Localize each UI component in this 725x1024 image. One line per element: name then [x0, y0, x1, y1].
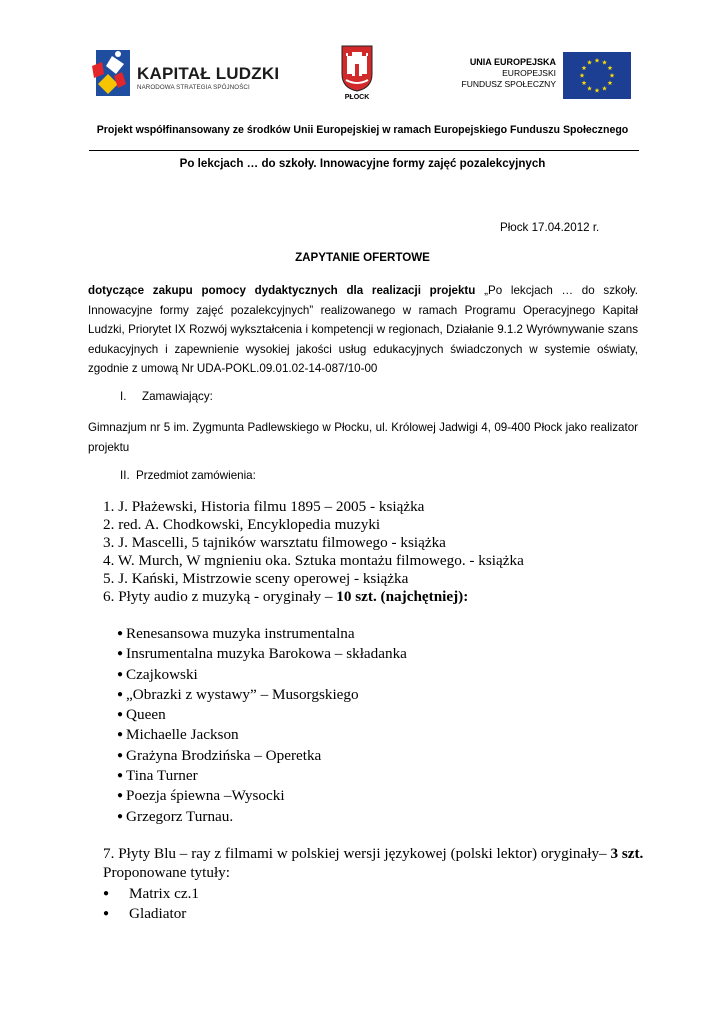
bullet-icon: ●: [117, 749, 124, 761]
list-item: 1. J. Płażewski, Historia filmu 1895 – 2005 - książka: [103, 498, 425, 515]
plock-label: PŁOCK: [344, 94, 370, 101]
section-1-title: Zamawiający:: [142, 390, 213, 403]
bullet-icon: ●: [117, 810, 124, 822]
header-divider: [89, 150, 639, 151]
eu-line-2: EUROPEJSKI: [502, 68, 556, 78]
kapital-ludzki-subtitle: NARODOWA STRATEGIA SPÓJNOŚCI: [137, 84, 250, 91]
eu-line-1: UNIA EUROPEJSKA: [469, 57, 556, 67]
list-item-text: Czajkowski: [126, 665, 198, 683]
list-item-text: Poezja śpiewna –Wysocki: [126, 787, 285, 805]
list-item-text: Grzegorz Turnau.: [126, 807, 234, 825]
section-2-title: Przedmiot zamówienia:: [136, 469, 256, 482]
list-item: 4. W. Murch, W mgnieniu oka. Sztuka montażu filmowego. - książka: [103, 552, 524, 569]
bullet-icon: ●: [117, 648, 124, 660]
list-item: [103, 904, 199, 924]
place-date: Płock 17.04.2012 r.: [500, 221, 600, 234]
bullet-icon: ●: [103, 888, 110, 899]
item-7-bold: 3 szt.: [610, 845, 644, 862]
list-item-text: Tina Turner: [126, 767, 198, 785]
bullet-icon: ●: [117, 688, 124, 700]
intro-text: „Po lekcjach … do szkoły. Innowacyjne formy zajęć pozalekcyjnych” realizowanego w ramach Programu Operacyjnego Kapitał Ludzki, Priorytet IX Rozwój wykształcenia i kompetencji w regionach, Działanie 9.1.2 Wyrównywanie szans edukacyjnych i zapewnienie wysokiej jakości usług edukacyjnych świadczonych w systemie oświaty, zgodnie z umową Nr UDA-POKL.09.01.02-14-087/10-00: [88, 284, 638, 375]
section-2-heading: [120, 469, 256, 482]
eu-line-3: FUNDUSZ SPOŁECZNY: [461, 79, 556, 89]
list-item: [103, 884, 199, 904]
list-item-text: Matrix cz.1: [129, 885, 200, 902]
music-list: [117, 624, 407, 827]
bullet-icon: ●: [117, 729, 124, 741]
list-item-text: Renesansowa muzyka instrumentalna: [126, 625, 355, 642]
list-item: [117, 644, 407, 664]
bullet-icon: ●: [103, 907, 110, 919]
section-1-number: I.: [120, 390, 127, 403]
section-2-number: II.: [120, 469, 130, 482]
list-item-text: Queen: [126, 706, 166, 724]
item-6-bold: 10 szt. (najchętniej):: [336, 588, 469, 605]
list-item-text: Michaelle Jackson: [126, 726, 239, 744]
list-item: [117, 725, 407, 745]
eu-fund-label: [440, 57, 556, 90]
ordering-party: Gimnazjum nr 5 im. Zygmunta Padlewskiego w Płocku, ul. Królowej Jadwigi 4, 09-400 Płock jako realizator projektu: [88, 421, 638, 454]
intro-paragraph: [88, 281, 638, 379]
item-7-text: 7. Płyty Blu – ray z filmami w polskiej wersji językowej (polski lektor) oryginały–: [103, 845, 611, 862]
list-item: 5. J. Kański, Mistrzowie sceny operowej - książka: [103, 570, 409, 587]
list-item: [117, 746, 407, 766]
list-item-audio: [103, 588, 524, 606]
list-item-text: Gladiator: [129, 904, 187, 922]
intro-bold: dotyczące zakupu pomocy dydaktycznych dla realizacji projektu: [88, 284, 476, 297]
document-title: ZAPYTANIE OFERTOWE: [295, 251, 430, 264]
film-list: [103, 884, 199, 923]
bullet-icon: ●: [117, 709, 124, 721]
proposed-titles-label: Proponowane tytuły:: [103, 864, 230, 881]
project-title: Po lekcjach … do szkoły. Innowacyjne formy zajęć pozalekcyjnych: [179, 157, 546, 170]
list-item-text: Grażyna Brodzińska – Operetka: [126, 746, 322, 764]
list-item: [117, 705, 407, 725]
list-item: [117, 786, 407, 806]
cofinance-note: Projekt współfinansowany ze środków Unii Europejskiej w ramach Europejskiego Funduszu Społecznego: [96, 124, 629, 136]
list-item: [117, 685, 407, 705]
eu-flag-icon: [563, 52, 631, 99]
list-item: [117, 665, 407, 685]
plock-crest-icon: [340, 44, 374, 92]
list-item: [117, 807, 407, 827]
order-items: [103, 498, 524, 606]
list-item: 3. J. Mascelli, 5 tajników warsztatu filmowego - książka: [103, 534, 446, 551]
section-1-heading: [120, 390, 213, 403]
item-6-text: 6. Płyty audio z muzyką - oryginały –: [103, 588, 337, 605]
list-item-text: „Obrazki z wystawy” – Musorgskiego: [126, 685, 359, 703]
bullet-icon: ●: [117, 790, 124, 802]
bullet-icon: ●: [117, 668, 124, 680]
list-item: [117, 624, 407, 644]
list-item-bluray: [103, 845, 643, 863]
bullet-icon: ●: [117, 770, 124, 782]
kapital-ludzki-title: KAPITAŁ LUDZKI: [137, 64, 280, 83]
list-item: 2. red. A. Chodkowski, Encyklopedia muzyki: [103, 516, 381, 533]
list-item: [117, 766, 407, 786]
bullet-icon: ●: [117, 628, 124, 639]
list-item-text: Insrumentalna muzyka Barokowa – składanka: [126, 645, 407, 663]
